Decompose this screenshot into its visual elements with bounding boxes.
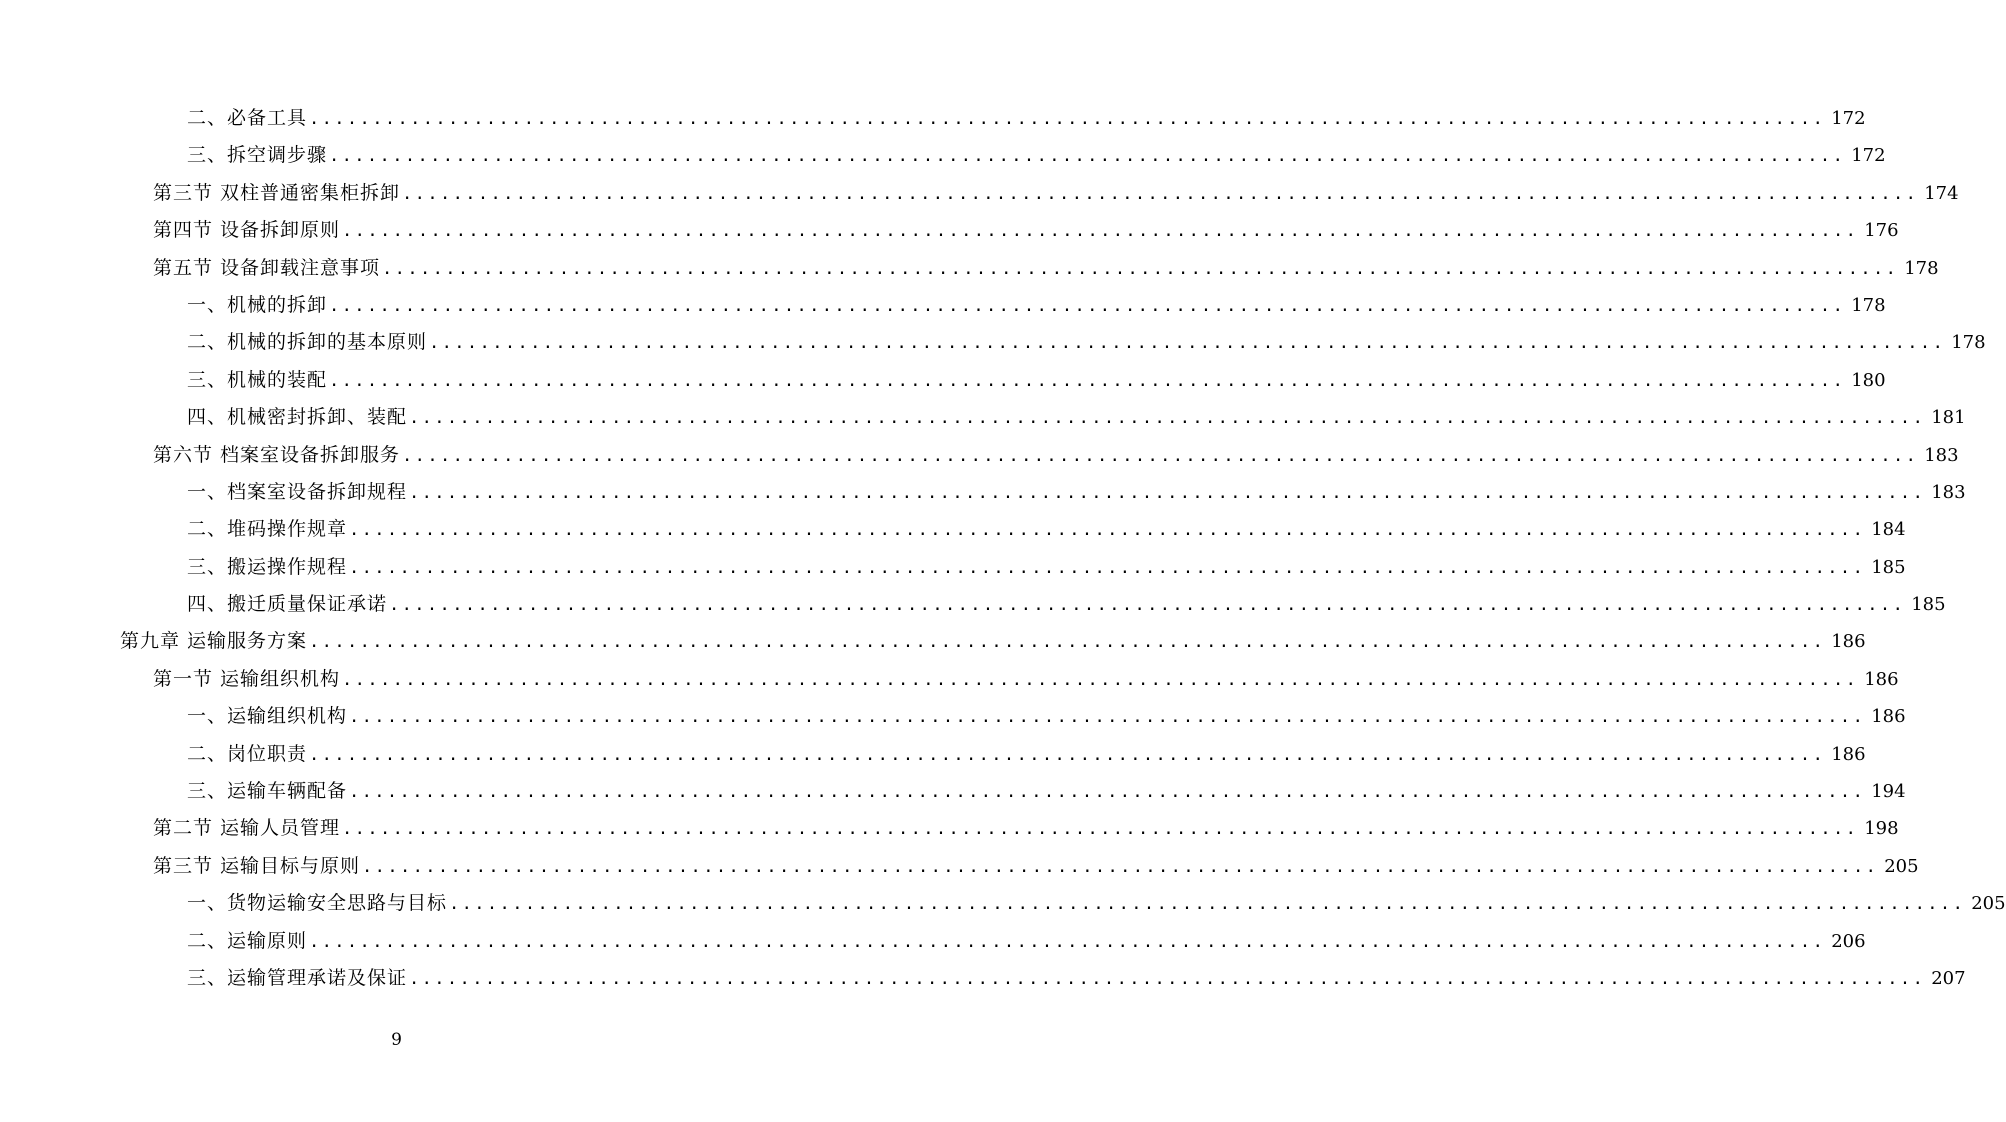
- table-of-contents: [0, 100, 2006, 997]
- toc-entry-page: 181: [1931, 407, 1966, 429]
- toc-entry-title: 一、档案室设备拆卸规程: [187, 480, 408, 503]
- toc-entry-page: 178: [1951, 332, 1986, 354]
- toc-leader-dots: ........................................................................................................................: [342, 221, 1859, 242]
- toc-entry[interactable]: [0, 511, 1906, 548]
- toc-entry[interactable]: [0, 474, 1966, 511]
- toc-leader-dots: ........................................................................................................................: [309, 931, 1826, 952]
- toc-entry-title: 第二节 运输人员管理: [153, 817, 341, 840]
- toc-entry-title: 三、拆空调步骤: [187, 144, 328, 167]
- toc-entry-title: 第三节 运输目标与原则: [153, 854, 361, 877]
- toc-leader-dots: ........................................................................................................................: [389, 595, 1906, 616]
- toc-entry-page: 183: [1931, 481, 1966, 503]
- toc-leader-dots: ........................................................................................................................: [349, 782, 1866, 803]
- toc-entry[interactable]: [0, 661, 1899, 698]
- toc-leader-dots: ........................................................................................................................: [309, 109, 1826, 129]
- toc-leader-dots: ........................................................................................................................: [449, 894, 1966, 915]
- toc-entry-page: 207: [1931, 967, 1966, 989]
- toc-entry[interactable]: [0, 923, 1866, 960]
- toc-entry-title: 四、搬迁质量保证承诺: [187, 593, 388, 616]
- toc-leader-dots: ........................................................................................................................: [329, 146, 1846, 167]
- toc-leader-dots: ........................................................................................................................: [382, 258, 1899, 279]
- toc-entry-title: 二、堆码操作规章: [187, 518, 348, 541]
- toc-entry[interactable]: [0, 250, 1939, 287]
- toc-entry[interactable]: [0, 549, 1906, 586]
- toc-entry-title: 二、机械的拆卸的基本原则: [187, 331, 428, 354]
- toc-entry-title: 一、机械的拆卸: [187, 293, 328, 316]
- toc-entry-title: 三、搬运操作规程: [187, 555, 348, 578]
- toc-leader-dots: ........................................................................................................................: [349, 707, 1866, 728]
- toc-entry[interactable]: [0, 885, 2006, 922]
- toc-leader-dots: ........................................................................................................................: [342, 819, 1859, 840]
- toc-entry[interactable]: [0, 137, 1886, 174]
- toc-leader-dots: ........................................................................................................................: [409, 482, 1926, 503]
- toc-entry-page: 198: [1864, 818, 1899, 840]
- toc-entry-page: 178: [1904, 257, 1939, 279]
- toc-leader-dots: ........................................................................................................................: [329, 295, 1846, 316]
- toc-entry[interactable]: [0, 698, 1906, 735]
- toc-entry-page: 172: [1851, 145, 1886, 167]
- toc-entry-title: 三、运输车辆配备: [187, 780, 348, 803]
- toc-leader-dots: ........................................................................................................................: [349, 520, 1866, 541]
- toc-entry-title: 一、运输组织机构: [187, 705, 348, 728]
- toc-leader-dots: ........................................................................................................................: [402, 183, 1919, 204]
- toc-entry-page: 174: [1924, 182, 1959, 204]
- toc-leader-dots: ........................................................................................................................: [409, 968, 1926, 989]
- toc-leader-dots: ........................................................................................................................: [309, 744, 1826, 765]
- toc-entry[interactable]: [0, 287, 1886, 324]
- toc-entry-page: 205: [1971, 893, 2006, 915]
- toc-entry-page: 180: [1851, 369, 1886, 391]
- toc-entry-page: 185: [1911, 594, 1946, 616]
- toc-entry-title: 三、机械的装配: [187, 368, 328, 391]
- toc-leader-dots: ........................................................................................................................: [309, 632, 1826, 653]
- toc-entry-title: 四、机械密封拆卸、装配: [187, 406, 408, 429]
- toc-entry-title: 三、运输管理承诺及保证: [187, 966, 408, 989]
- toc-entry-title: 二、岗位职责: [187, 742, 308, 765]
- toc-entry-title: 二、运输原则: [187, 929, 308, 952]
- toc-entry-page: 186: [1864, 668, 1899, 690]
- toc-entry[interactable]: [0, 100, 1866, 137]
- toc-leader-dots: ........................................................................................................................: [402, 445, 1919, 466]
- toc-entry-page: 176: [1864, 220, 1899, 242]
- toc-leader-dots: ........................................................................................................................: [429, 333, 1946, 354]
- toc-entry[interactable]: [0, 586, 1946, 623]
- toc-entry-title: 第一节 运输组织机构: [153, 667, 341, 690]
- toc-entry-page: 194: [1871, 781, 1906, 803]
- toc-entry-title: 第九章 运输服务方案: [120, 630, 308, 653]
- toc-entry-page: 186: [1831, 631, 1866, 653]
- toc-leader-dots: ........................................................................................................................: [409, 408, 1926, 429]
- toc-entry[interactable]: [0, 773, 1906, 810]
- toc-leader-dots: ........................................................................................................................: [342, 669, 1859, 690]
- toc-entry[interactable]: [0, 324, 1986, 361]
- toc-entry-title: 第六节 档案室设备拆卸服务: [153, 443, 401, 466]
- toc-entry-page: 178: [1851, 294, 1886, 316]
- toc-entry-page: 186: [1831, 743, 1866, 765]
- toc-entry[interactable]: [0, 399, 1966, 436]
- toc-entry[interactable]: [0, 736, 1866, 773]
- toc-entry-page: 184: [1871, 519, 1906, 541]
- toc-entry-title: 第四节 设备拆卸原则: [153, 219, 341, 242]
- toc-entry-page: 205: [1884, 855, 1919, 877]
- toc-entry-page: 186: [1871, 706, 1906, 728]
- toc-leader-dots: ........................................................................................................................: [362, 856, 1879, 877]
- toc-entry-page: 185: [1871, 556, 1906, 578]
- toc-leader-dots: ........................................................................................................................: [349, 557, 1866, 578]
- toc-entry[interactable]: [0, 212, 1899, 249]
- toc-entry-title: 第五节 设备卸载注意事项: [153, 256, 381, 279]
- toc-entry[interactable]: [0, 848, 1919, 885]
- toc-entry-title: 一、货物运输安全思路与目标: [187, 892, 448, 915]
- toc-entry[interactable]: [0, 810, 1899, 847]
- toc-entry-page: 183: [1924, 444, 1959, 466]
- toc-leader-dots: ........................................................................................................................: [329, 370, 1846, 391]
- toc-entry-title: 第三节 双柱普通密集柜拆卸: [153, 181, 401, 204]
- toc-entry[interactable]: [0, 175, 1959, 212]
- toc-entry[interactable]: [0, 623, 1866, 660]
- toc-entry[interactable]: [0, 362, 1886, 399]
- toc-entry-page: 206: [1831, 930, 1866, 952]
- toc-entry-title: 二、必备工具: [187, 107, 308, 129]
- toc-entry[interactable]: [0, 437, 1959, 474]
- page-number: 9: [391, 1030, 402, 1050]
- toc-entry[interactable]: [0, 960, 1966, 997]
- toc-entry-page: 172: [1831, 108, 1866, 129]
